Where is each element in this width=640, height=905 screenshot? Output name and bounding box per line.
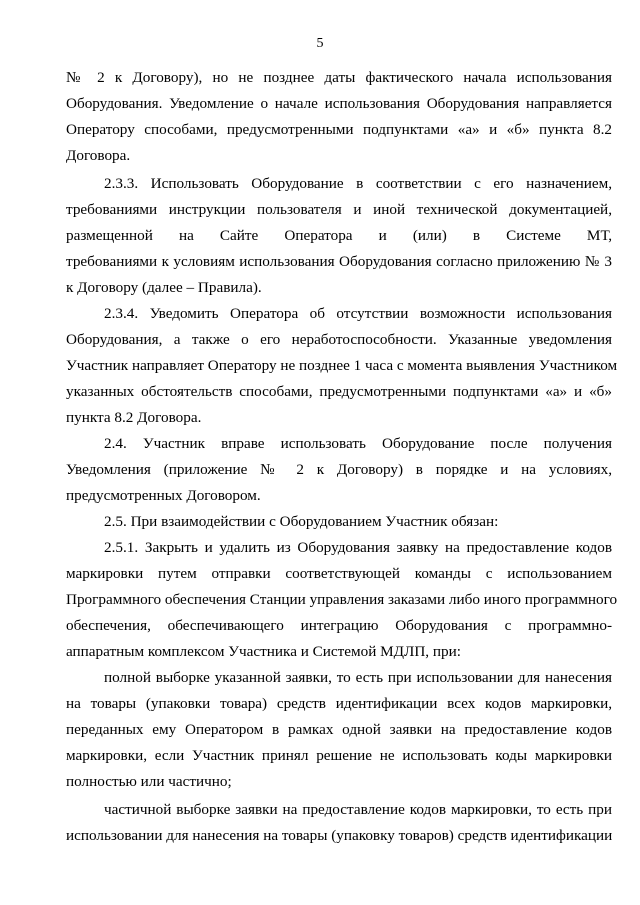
text-line: размещенной на Сайте Оператора и (или) в Системе МТ,	[66, 227, 612, 244]
text-line: к Договору (далее – Правила).	[66, 279, 262, 296]
paragraph-2-3-4-start: 2.3.4. Уведомить Оператора об отсутствии возможности использования	[104, 305, 612, 322]
text-line: аппаратным комплексом Участника и Системой МДЛП, при:	[66, 643, 461, 660]
text-line: Программного обеспечения Станции управления заказами либо иного программного	[66, 591, 618, 608]
text-line: Участник направляет Оператору не позднее 1 часа с момента выявления Участником	[66, 357, 618, 374]
text-line: Оборудования, а также о его неработоспособности. Указанные уведомления	[66, 331, 612, 348]
paragraph-2-5: 2.5. При взаимодействии с Оборудованием Участник обязан:	[104, 513, 499, 530]
paragraph-full-selection-start: полной выборке указанной заявки, то есть при использовании для нанесения	[104, 669, 612, 686]
text-line: обеспечения, обеспечивающего интеграцию Оборудования с программно-	[66, 617, 612, 634]
text-line: переданных ему Оператором в рамках одной заявки на предоставление кодов	[66, 721, 612, 738]
text-line: № 2 к Договору), но не позднее даты фактического начала использования	[66, 69, 612, 86]
text-line: на товары (упаковки товара) средств идентификации всех кодов маркировки,	[66, 695, 612, 712]
text-line: требованиями инструкции пользователя и иной технической документацией,	[66, 201, 612, 218]
text-line: Уведомления (приложение № 2 к Договору) в порядке и на условиях,	[66, 461, 612, 478]
text-line: Оператору способами, предусмотренными подпунктами «а» и «б» пункта 8.2	[66, 121, 612, 138]
paragraph-2-5-1-start: 2.5.1. Закрыть и удалить из Оборудования заявку на предоставление кодов	[104, 539, 612, 556]
text-line: Договора.	[66, 147, 131, 164]
paragraph-partial-selection-start: частичной выборке заявки на предоставление кодов маркировки, то есть при	[104, 801, 612, 818]
text-line: пункта 8.2 Договора.	[66, 409, 202, 426]
text-line: полностью или частично;	[66, 773, 232, 790]
page-number: 5	[316, 36, 324, 51]
paragraph-2-4-start: 2.4. Участник вправе использовать Оборудование после получения	[104, 435, 612, 452]
text-line: Оборудования. Уведомление о начале использования Оборудования направляется	[66, 95, 612, 112]
text-line: предусмотренных Договором.	[66, 487, 261, 504]
text-line: указанных обстоятельств способами, предусмотренными подпунктами «а» и «б»	[66, 383, 612, 400]
text-line: маркировки путем отправки соответствующей команды с использованием	[66, 565, 612, 582]
text-line: требованиями к условиям использования Оборудования согласно приложению № 3	[66, 253, 612, 270]
text-line: маркировки, если Участник принял решение не использовать коды маркировки	[66, 747, 612, 764]
text-line: использовании для нанесения на товары (упаковку товаров) средств идентификации	[66, 827, 613, 844]
paragraph-2-3-3-start: 2.3.3. Использовать Оборудование в соответствии с его назначением,	[104, 175, 612, 192]
